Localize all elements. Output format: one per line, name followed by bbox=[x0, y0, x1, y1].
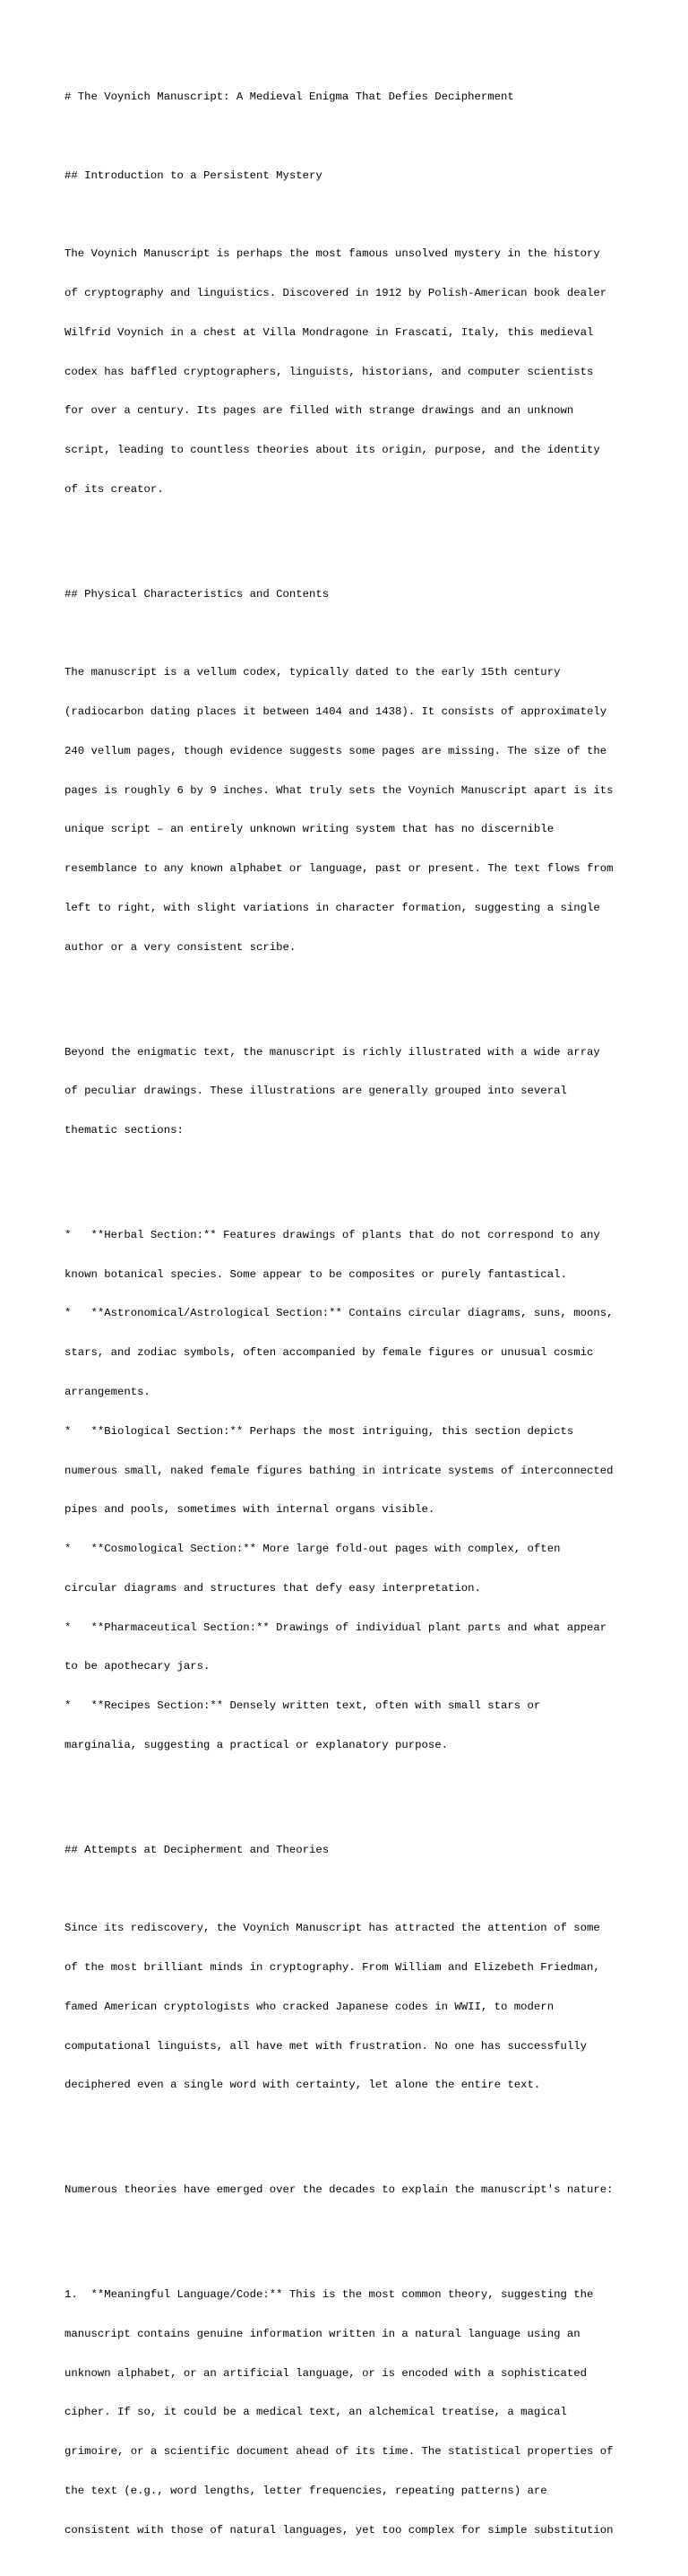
list-item-line: * **Biological Section:** Perhaps the most intriguing, this section depicts bbox=[64, 1424, 574, 1438]
list-item-line: arrangements. bbox=[64, 1385, 150, 1398]
text-line: Wilfrid Voynich in a chest at Villa Mondragone in Frascati, Italy, this medieval bbox=[64, 325, 594, 339]
text-line: deciphered even a single word with certainty, let alone the entire text. bbox=[64, 2079, 541, 2092]
text-line: computational linguists, all have met with frustration. No one has successfully bbox=[64, 2039, 587, 2053]
list-item-line: numerous small, naked female figures bathing in intricate systems of interconnected bbox=[64, 1464, 614, 1477]
text-line: unique script – an entirely unknown writing system that has no discernible bbox=[64, 823, 555, 836]
text-line: of its creator. bbox=[64, 483, 164, 496]
paragraph-physical-description bbox=[64, 640, 638, 980]
list-item-line: * **Herbal Section:** Features drawings of plants that do not correspond to any bbox=[64, 1228, 600, 1241]
text-line: The Voynich Manuscript is perhaps the most famous unsolved mystery in the history bbox=[64, 247, 600, 261]
text-line: cipher. If so, it could be a medical text, an alchemical treatise, a magical bbox=[64, 2406, 567, 2419]
text-line: resemblance to any known alphabet or language, past or present. The text flows from bbox=[64, 862, 614, 876]
text-line: of peculiar drawings. These illustrations are generally grouped into several bbox=[64, 1085, 567, 1098]
text-line: codex has baffled cryptographers, linguists, historians, and computer scientists bbox=[64, 365, 594, 378]
section-heading-physical-characteristics: ## Physical Characteristics and Contents bbox=[64, 587, 330, 601]
thematic-sections-list bbox=[64, 1203, 638, 1778]
paragraph-introduction bbox=[64, 221, 638, 523]
text-line: author or a very consistent scribe. bbox=[64, 940, 297, 954]
document-page bbox=[64, 65, 638, 2576]
section-heading-introduction: ## Introduction to a Persistent Mystery bbox=[64, 169, 322, 182]
text-line: Numerous theories have emerged over the decades to explain the manuscript's nature: bbox=[64, 2183, 614, 2197]
text-line: 240 vellum pages, though evidence suggests some pages are missing. The size of the bbox=[64, 744, 607, 757]
list-item-line: * **Pharmaceutical Section:** Drawings of individual plant parts and what appear bbox=[64, 1621, 607, 1634]
text-line: of the most brilliant minds in cryptography. From William and Elizebeth Friedman, bbox=[64, 1961, 600, 1975]
text-line: famed American cryptologists who cracked Japanese codes in WWII, to modern bbox=[64, 2000, 555, 2013]
document-title: # The Voynich Manuscript: A Medieval Enigma That Defies Decipherment bbox=[64, 91, 514, 104]
text-line: left to right, with slight variations in character formation, suggesting a single bbox=[64, 902, 600, 914]
text-line: unknown alphabet, or an artificial language, or is encoded with a sophisticated bbox=[64, 2366, 587, 2380]
text-line: script, leading to countless theories about its origin, purpose, and the identity bbox=[64, 444, 600, 457]
list-item-line: pipes and pools, sometimes with internal organs visible. bbox=[64, 1503, 435, 1517]
list-item-line: * **Cosmological Section:** More large fold-out pages with complex, often bbox=[64, 1543, 561, 1556]
text-line: grimoire, or a scientific document ahead of its time. The statistical properties of bbox=[64, 2445, 614, 2459]
list-item-line: known botanical species. Some appear to be composites or purely fantastical. bbox=[64, 1267, 567, 1281]
text-line: pages is roughly 6 by 9 inches. What truly sets the Voynich Manuscript apart is its bbox=[64, 783, 614, 797]
paragraph-theories-intro bbox=[64, 2157, 638, 2223]
text-line: consistent with those of natural languages, yet too complex for simple substitution bbox=[64, 2523, 614, 2537]
text-line: of cryptography and linguistics. Discovered in 1912 by Polish-American book dealer bbox=[64, 287, 607, 300]
list-item-line: circular diagrams and structures that defy easy interpretation. bbox=[64, 1581, 481, 1595]
paragraph-illustrations-intro bbox=[64, 1019, 638, 1163]
text-line: (radiocarbon dating places it between 1404 and 1438). It consists of approximately bbox=[64, 705, 607, 719]
text-line: The manuscript is a vellum codex, typically dated to the early 15th century bbox=[64, 666, 561, 679]
paragraph-decipherment-attempts bbox=[64, 1896, 638, 2118]
list-item-line: * **Astronomical/Astrological Section:** Contains circular diagrams, suns, moons, bbox=[64, 1307, 614, 1320]
section-heading-decipherment: ## Attempts at Decipherment and Theories bbox=[64, 1843, 330, 1856]
text-line: Beyond the enigmatic text, the manuscript is richly illustrated with a wide array bbox=[64, 1045, 600, 1059]
paragraph-theory-meaningful-language bbox=[64, 2262, 638, 2563]
list-item-line: to be apothecary jars. bbox=[64, 1660, 211, 1673]
text-line: 1. **Meaningful Language/Code:** This is the most common theory, suggesting the bbox=[64, 2287, 594, 2301]
text-line: the text (e.g., word lengths, letter frequencies, repeating patterns) are bbox=[64, 2484, 547, 2497]
list-item-line: marginalia, suggesting a practical or explanatory purpose. bbox=[64, 1739, 449, 1751]
text-line: manuscript contains genuine information written in a natural language using an bbox=[64, 2327, 580, 2340]
text-line: thematic sections: bbox=[64, 1124, 184, 1137]
list-item-line: stars, and zodiac symbols, often accompanied by female figures or unusual cosmic bbox=[64, 1346, 594, 1360]
list-item-line: * **Recipes Section:** Densely written text, often with small stars or bbox=[64, 1699, 541, 1713]
text-line: for over a century. Its pages are filled with strange drawings and an unknown bbox=[64, 404, 574, 418]
text-line: Since its rediscovery, the Voynich Manuscript has attracted the attention of some bbox=[64, 1922, 600, 1935]
